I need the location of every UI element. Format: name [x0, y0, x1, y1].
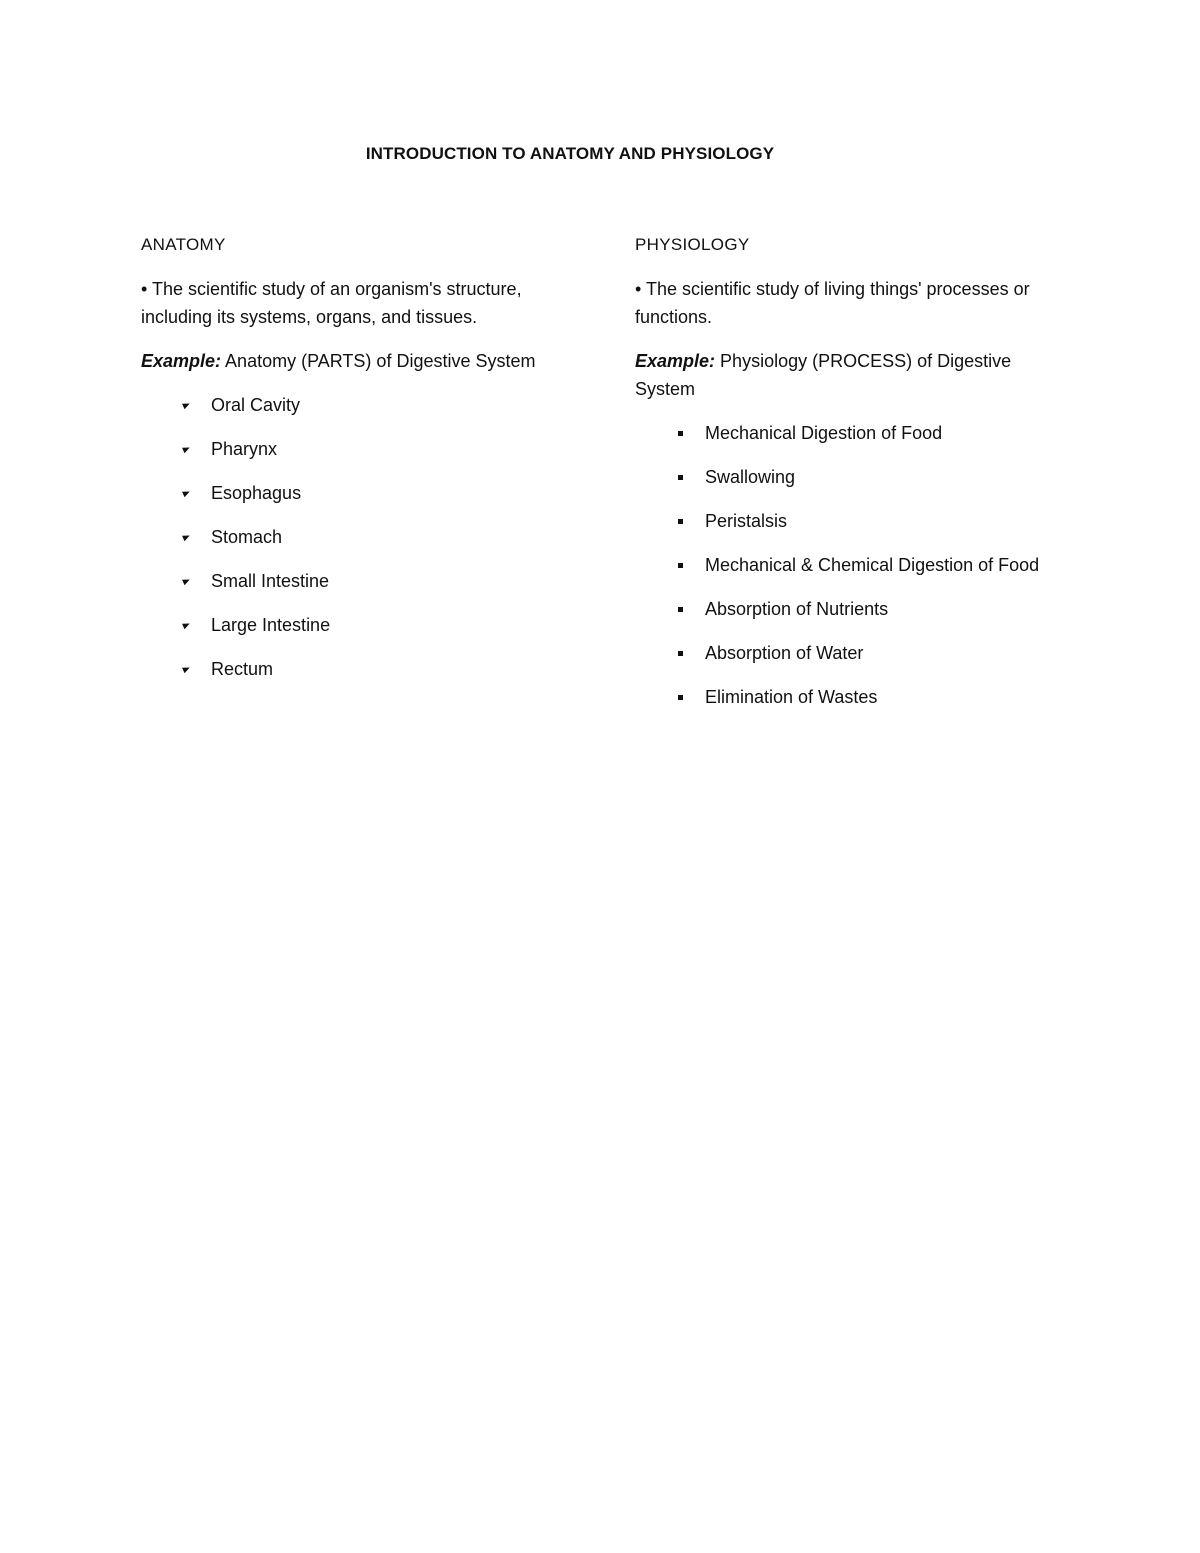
square-bullet-icon: [673, 463, 687, 491]
arrow-bullet-icon: [179, 479, 193, 507]
anatomy-column: [141, 231, 561, 699]
square-bullet-icon: [673, 551, 687, 579]
list-item: [635, 683, 1055, 711]
physiology-example-text: Physiology (PROCESS) of Digestive System: [635, 351, 1012, 399]
list-item-label: Small Intestine: [211, 571, 330, 591]
list-item-label: Esophagus: [211, 483, 302, 503]
physiology-column: [635, 231, 1055, 727]
list-item-label: Large Intestine: [211, 615, 331, 635]
physiology-definition: • The scientific study of living things' processes or functions.: [635, 279, 1030, 327]
page-title: INTRODUCTION TO ANATOMY AND PHYSIOLOGY: [365, 144, 775, 163]
anatomy-definition: • The scientific study of an organism's structure, including its systems, organs, and tissues.: [141, 279, 522, 327]
list-item-label: Stomach: [211, 527, 283, 547]
arrow-bullet-icon: [179, 523, 193, 551]
list-item: [141, 567, 561, 595]
anatomy-example-text: Anatomy (PARTS) of Digestive System: [221, 351, 536, 371]
square-bullet-icon: [673, 639, 687, 667]
arrow-bullet-icon: [179, 655, 193, 683]
anatomy-heading: ANATOMY: [141, 235, 226, 254]
arrow-bullet-icon: [179, 435, 193, 463]
square-bullet-icon: [673, 507, 687, 535]
list-item: [635, 507, 1055, 535]
list-item: [635, 551, 1055, 579]
arrow-bullet-icon: [179, 611, 193, 639]
list-item: [635, 639, 1055, 667]
list-item-label: Oral Cavity: [211, 395, 301, 415]
list-item: [141, 391, 561, 419]
physiology-heading: PHYSIOLOGY: [635, 235, 750, 254]
list-item-label: Rectum: [211, 659, 274, 679]
anatomy-example-label: Example:: [141, 351, 222, 371]
physiology-list: [635, 419, 1055, 711]
anatomy-list: [141, 391, 561, 683]
list-item-label: Absorption of Water: [705, 643, 864, 663]
list-item: [635, 463, 1055, 491]
list-item: [141, 523, 561, 551]
list-item: [141, 479, 561, 507]
list-item-label: Pharynx: [211, 439, 278, 459]
list-item-label: Absorption of Nutrients: [705, 599, 889, 619]
list-item-label: Peristalsis: [705, 511, 788, 531]
physiology-example-label: Example:: [635, 351, 716, 371]
square-bullet-icon: [673, 419, 687, 447]
physiology-example: [635, 347, 1055, 403]
list-item: [635, 595, 1055, 623]
list-item: [141, 655, 561, 683]
list-item-label: Mechanical Digestion of Food: [705, 423, 943, 443]
list-item-label: Swallowing: [705, 467, 796, 487]
list-item-label: Elimination of Wastes: [705, 687, 878, 707]
arrow-bullet-icon: [179, 391, 193, 419]
list-item: [141, 435, 561, 463]
list-item: [141, 611, 561, 639]
list-item: [635, 419, 1055, 447]
arrow-bullet-icon: [179, 567, 193, 595]
list-item-label: Mechanical & Chemical Digestion of Food: [705, 555, 1040, 575]
square-bullet-icon: [673, 595, 687, 623]
anatomy-example: [141, 347, 561, 375]
square-bullet-icon: [673, 683, 687, 711]
